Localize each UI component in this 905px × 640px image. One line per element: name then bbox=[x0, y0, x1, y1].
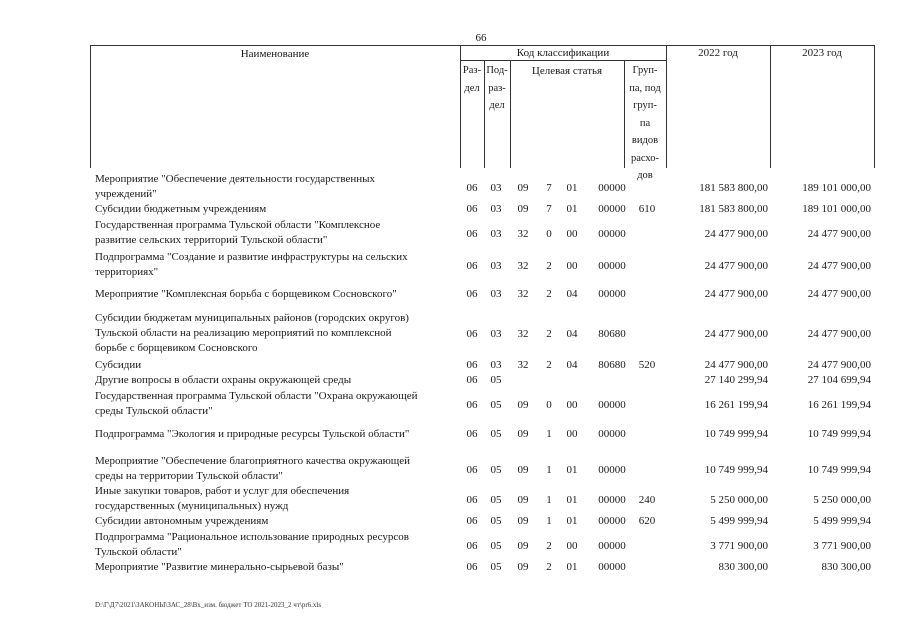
cell-pr: 03 bbox=[490, 359, 502, 371]
cell-rz: 06 bbox=[466, 539, 478, 552]
cell-c2: 0 bbox=[546, 227, 552, 240]
cell-pr: 05 bbox=[490, 561, 502, 573]
cell-pr: 03 bbox=[490, 288, 502, 300]
cell-c3: 04 bbox=[566, 328, 578, 340]
cell-rz: 06 bbox=[466, 463, 478, 476]
header-section: Раз- дел bbox=[462, 65, 482, 94]
cell-c1: 09 bbox=[517, 428, 529, 440]
cell-c4: 00000 bbox=[598, 203, 626, 215]
header-name: Наименование bbox=[240, 48, 310, 60]
cell-c3: 04 bbox=[566, 359, 578, 371]
cell-2023: 10 749 999,94 bbox=[807, 463, 871, 476]
cell-c4: 00000 bbox=[598, 515, 626, 527]
header-group: Груп- па, под груп- па видов расхо- дов bbox=[629, 65, 661, 181]
cell-pr: 05 bbox=[490, 493, 502, 506]
cell-pr: 05 bbox=[490, 398, 502, 411]
cell-c2: 2 bbox=[546, 328, 552, 340]
header-year-2022: 2022 год bbox=[698, 47, 738, 59]
cell-2022: 24 477 900,00 bbox=[704, 227, 768, 240]
row-name: Субсидии bbox=[95, 359, 142, 371]
cell-c4: 00000 bbox=[598, 463, 626, 476]
row-name: Подпрограмма "Рациональное использование природных ресурсов Тульской области" bbox=[95, 531, 409, 558]
cell-2022: 181 583 800,00 bbox=[699, 203, 768, 215]
cell-c2: 2 bbox=[546, 539, 552, 552]
cell-2023: 189 101 000,00 bbox=[802, 203, 871, 215]
cell-2022: 24 477 900,00 bbox=[704, 359, 768, 371]
cell-c1: 09 bbox=[517, 539, 529, 552]
cell-c3: 01 bbox=[566, 515, 578, 527]
cell-c1: 32 bbox=[517, 288, 529, 300]
cell-2023: 24 477 900,00 bbox=[807, 328, 871, 340]
cell-rz: 06 bbox=[466, 428, 478, 440]
cell-c2: 1 bbox=[546, 428, 552, 440]
cell-rz: 06 bbox=[466, 259, 478, 272]
cell-2023: 830 300,00 bbox=[821, 561, 871, 573]
cell-rz: 06 bbox=[466, 561, 478, 573]
cell-c2: 1 bbox=[546, 463, 552, 476]
cell-2022: 830 300,00 bbox=[718, 561, 768, 573]
cell-c4: 00000 bbox=[598, 428, 626, 440]
cell-2022: 10 749 999,94 bbox=[704, 428, 768, 440]
cell-c1: 09 bbox=[517, 203, 529, 215]
row-name: Мероприятие "Обеспечение благоприятного качества окружающей среды на территории Тульской области" bbox=[95, 455, 411, 482]
cell-2022: 16 261 199,94 bbox=[704, 398, 768, 411]
row-name: Подпрограмма "Экология и природные ресурсы Тульской области" bbox=[95, 428, 410, 440]
cell-c3: 04 bbox=[566, 288, 578, 300]
row-name: Подпрограмма "Создание и развитие инфраструктуры на сельских территориях" bbox=[95, 251, 408, 278]
cell-vr: 520 bbox=[638, 359, 656, 371]
cell-2023: 189 101 000,00 bbox=[802, 181, 871, 194]
cell-rz: 06 bbox=[466, 203, 478, 215]
cell-rz: 06 bbox=[466, 515, 478, 527]
cell-c1: 09 bbox=[517, 181, 529, 194]
row-name: Иные закупки товаров, работ и услуг для обеспечения государственных (муниципальных) нужд bbox=[95, 485, 350, 512]
cell-c2: 2 bbox=[546, 359, 552, 371]
cell-c4: 00000 bbox=[598, 227, 626, 240]
cell-c3: 01 bbox=[566, 493, 578, 506]
cell-c1: 09 bbox=[517, 463, 529, 476]
cell-pr: 03 bbox=[490, 181, 502, 194]
cell-2022: 5 499 999,94 bbox=[710, 515, 768, 527]
cell-rz: 06 bbox=[466, 328, 478, 340]
cell-c1: 09 bbox=[517, 515, 529, 527]
cell-c3: 00 bbox=[566, 259, 578, 272]
cell-pr: 05 bbox=[490, 463, 502, 476]
row-name: Государственная программа Тульской области "Комплексное развитие сельских территорий Тульской области" bbox=[95, 219, 381, 246]
row-name: Другие вопросы в области охраны окружающей среды bbox=[95, 374, 352, 386]
cell-c4: 00000 bbox=[598, 181, 626, 194]
cell-c2: 2 bbox=[546, 288, 552, 300]
cell-c4: 00000 bbox=[598, 398, 626, 411]
cell-c1: 32 bbox=[517, 359, 529, 371]
cell-c2: 1 bbox=[546, 493, 552, 506]
cell-c1: 32 bbox=[517, 259, 529, 272]
cell-2022: 24 477 900,00 bbox=[704, 259, 768, 272]
cell-c3: 01 bbox=[566, 463, 578, 476]
cell-c4: 00000 bbox=[598, 288, 626, 300]
cell-c4: 00000 bbox=[598, 259, 626, 272]
cell-2023: 24 477 900,00 bbox=[807, 288, 871, 300]
cell-c4: 00000 bbox=[598, 561, 626, 573]
cell-c2: 0 bbox=[546, 398, 552, 411]
header-year-2023: 2023 год bbox=[802, 47, 842, 59]
cell-c3: 01 bbox=[566, 181, 578, 194]
cell-c3: 00 bbox=[566, 398, 578, 411]
cell-pr: 05 bbox=[490, 374, 502, 386]
header-code-group: Код классификации bbox=[516, 47, 610, 59]
cell-c2: 2 bbox=[546, 561, 552, 573]
cell-pr: 03 bbox=[490, 259, 502, 272]
cell-2023: 27 104 699,94 bbox=[807, 374, 871, 386]
cell-c1: 09 bbox=[517, 561, 529, 573]
cell-2023: 10 749 999,94 bbox=[807, 428, 871, 440]
cell-2022: 27 140 299,94 bbox=[704, 374, 768, 386]
cell-c4: 00000 bbox=[598, 539, 626, 552]
row-name: Мероприятие "Развитие минерально-сырьевой базы" bbox=[95, 561, 344, 573]
cell-rz: 06 bbox=[466, 359, 478, 371]
cell-c3: 00 bbox=[566, 428, 578, 440]
cell-2023: 5 250 000,00 bbox=[813, 493, 871, 506]
file-path-footer: D:\Г\Д7\2021\ЗАКОНЫ\ЗАС_28\Вх_изм. бюджет ТО 2021-2023_2 чт\pr6.xls bbox=[95, 601, 322, 609]
cell-rz: 06 bbox=[466, 227, 478, 240]
cell-2022: 5 250 000,00 bbox=[710, 493, 768, 506]
row-name: Мероприятие "Обеспечение деятельности государственных учреждений" bbox=[95, 173, 376, 200]
cell-rz: 06 bbox=[466, 374, 478, 386]
cell-2023: 5 499 999,94 bbox=[813, 515, 871, 527]
cell-c4: 00000 bbox=[598, 493, 626, 506]
cell-c2: 2 bbox=[546, 259, 552, 272]
cell-rz: 06 bbox=[466, 288, 478, 300]
cell-2022: 181 583 800,00 bbox=[699, 181, 768, 194]
cell-2023: 16 261 199,94 bbox=[807, 398, 871, 411]
header-target: Целевая статья bbox=[531, 65, 603, 77]
cell-pr: 03 bbox=[490, 328, 502, 340]
cell-c2: 1 bbox=[546, 515, 552, 527]
cell-pr: 05 bbox=[490, 515, 502, 527]
cell-vr: 610 bbox=[638, 203, 656, 215]
cell-pr: 05 bbox=[490, 539, 502, 552]
cell-rz: 06 bbox=[466, 181, 478, 194]
header-subsection: Под- раз- дел bbox=[486, 65, 508, 111]
cell-2022: 24 477 900,00 bbox=[704, 288, 768, 300]
cell-c3: 00 bbox=[566, 227, 578, 240]
row-name: Субсидии бюджетным учреждениям bbox=[95, 203, 267, 215]
row-name: Субсидии автономным учреждениям bbox=[95, 515, 269, 527]
cell-2023: 24 477 900,00 bbox=[807, 259, 871, 272]
cell-2022: 10 749 999,94 bbox=[704, 463, 768, 476]
cell-rz: 06 bbox=[466, 493, 478, 506]
row-name: Субсидии бюджетам муниципальных районов (городских округов) Тульской области на реализацию мероприятий по комплексной борьбе с борщевиком Сосновского bbox=[95, 312, 409, 354]
cell-c2: 7 bbox=[546, 181, 552, 194]
cell-c1: 09 bbox=[517, 493, 529, 506]
cell-pr: 03 bbox=[490, 203, 502, 215]
cell-c1: 32 bbox=[517, 227, 529, 240]
cell-vr: 240 bbox=[638, 493, 656, 506]
cell-2022: 24 477 900,00 bbox=[704, 328, 768, 340]
cell-vr: 620 bbox=[638, 515, 656, 527]
cell-c3: 01 bbox=[566, 561, 578, 573]
row-name: Мероприятие "Комплексная борьба с борщевиком Сосновского" bbox=[95, 288, 397, 300]
cell-c1: 32 bbox=[517, 328, 529, 340]
cell-c4: 80680 bbox=[598, 359, 626, 371]
row-name: Государственная программа Тульской области "Охрана окружающей среды Тульской области" bbox=[95, 390, 418, 417]
cell-c3: 00 bbox=[566, 539, 578, 552]
cell-c2: 7 bbox=[546, 203, 552, 215]
cell-2023: 3 771 900,00 bbox=[813, 539, 871, 552]
table-header bbox=[0, 45, 905, 181]
cell-2023: 24 477 900,00 bbox=[807, 227, 871, 240]
cell-c3: 01 bbox=[566, 203, 578, 215]
cell-c1: 09 bbox=[517, 398, 529, 411]
cell-rz: 06 bbox=[466, 398, 478, 411]
cell-pr: 05 bbox=[490, 428, 502, 440]
cell-pr: 03 bbox=[490, 227, 502, 240]
cell-2022: 3 771 900,00 bbox=[710, 539, 768, 552]
cell-2023: 24 477 900,00 bbox=[807, 359, 871, 371]
cell-c4: 80680 bbox=[598, 328, 626, 340]
page-number: 66 bbox=[475, 32, 487, 44]
